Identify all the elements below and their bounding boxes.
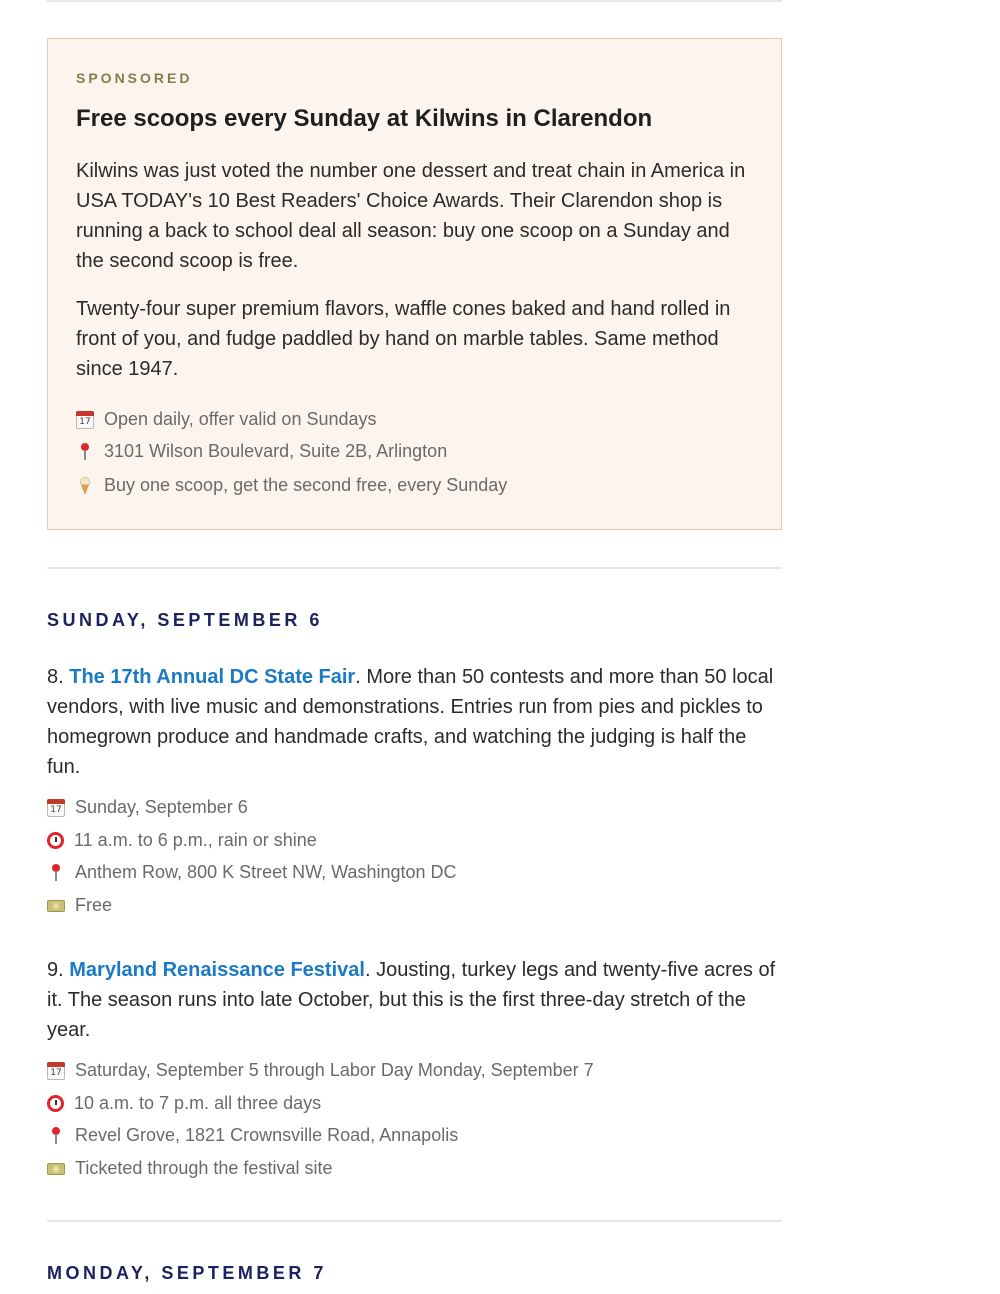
top-divider [47,0,782,2]
event-meta-price: Ticketed through the festival site [47,1158,332,1179]
pin-icon [47,864,65,882]
cash-icon [47,900,65,912]
section-divider [47,1220,782,1222]
calendar-icon [47,799,65,817]
event-meta-date: 17 Saturday, September 5 through Labor Day Monday, September 7 [47,1060,594,1081]
event-meta-date: 17 Sunday, September 6 [47,797,248,818]
sponsored-meta-offer: Buy one scoop, get the second free, every Sunday [76,475,507,496]
alarm-clock-icon [47,1095,64,1112]
event-meta-address: Revel Grove, 1821 Crownsville Road, Annapolis [47,1125,458,1146]
event-meta-time: 10 a.m. to 7 p.m. all three days [47,1093,321,1114]
pin-icon [47,1127,65,1145]
event-meta-address: Anthem Row, 800 K Street NW, Washington DC [47,862,457,883]
sponsored-meta-hours: 17 Open daily, offer valid on Sundays [76,409,377,430]
sponsored-card [47,38,782,530]
event-item-8: 8. The 17th Annual DC State Fair. More than 50 contests and more than 50 local vendors, with live music and demonstrations. Entries run from pies and pickles to homegrown produce and handmade crafts, and watching the judging is half the fun. [47,666,774,778]
event-meta-price: Free [47,895,112,916]
calendar-icon [47,1062,65,1080]
event-link[interactable]: Maryland Renaissance Festival [69,959,365,981]
event-link[interactable]: The 17th Annual DC State Fair [69,666,356,688]
section-divider [47,567,782,569]
sponsored-meta-address: 3101 Wilson Boulevard, Suite 2B, Arlington [76,441,447,462]
sponsored-title: Free scoops every Sunday at Kilwins in Clarendon [76,105,653,132]
pin-icon [76,443,94,461]
event-meta-time: 11 a.m. to 6 p.m., rain or shine [47,830,317,851]
day-heading: SUNDAY, SEPTEMBER 6 [47,610,323,630]
calendar-icon [76,411,94,429]
alarm-clock-icon [47,832,64,849]
event-item-9: 9. Maryland Renaissance Festival. Jousting, turkey legs and twenty-five acres of it. The season runs into late October, but this is the first three-day stretch of the year. [47,959,776,1041]
sponsored-paragraph: Twenty-four super premium flavors, waffle cones baked and hand rolled in front of you, and fudge paddled by hand on marble tables. Same method since 1947. [76,298,731,380]
sponsored-label: SPONSORED [76,70,193,86]
ice-cream-icon [76,477,94,495]
sponsored-paragraph: Kilwins was just voted the number one dessert and treat chain in America in USA TODAY's 10 Best Readers' Choice Awards. Their Clarendon shop is running a back to school deal all season: buy one scoop on a Sunday and the second scoop is free. [76,160,746,272]
day-heading: MONDAY, SEPTEMBER 7 [47,1263,327,1283]
cash-icon [47,1163,65,1175]
